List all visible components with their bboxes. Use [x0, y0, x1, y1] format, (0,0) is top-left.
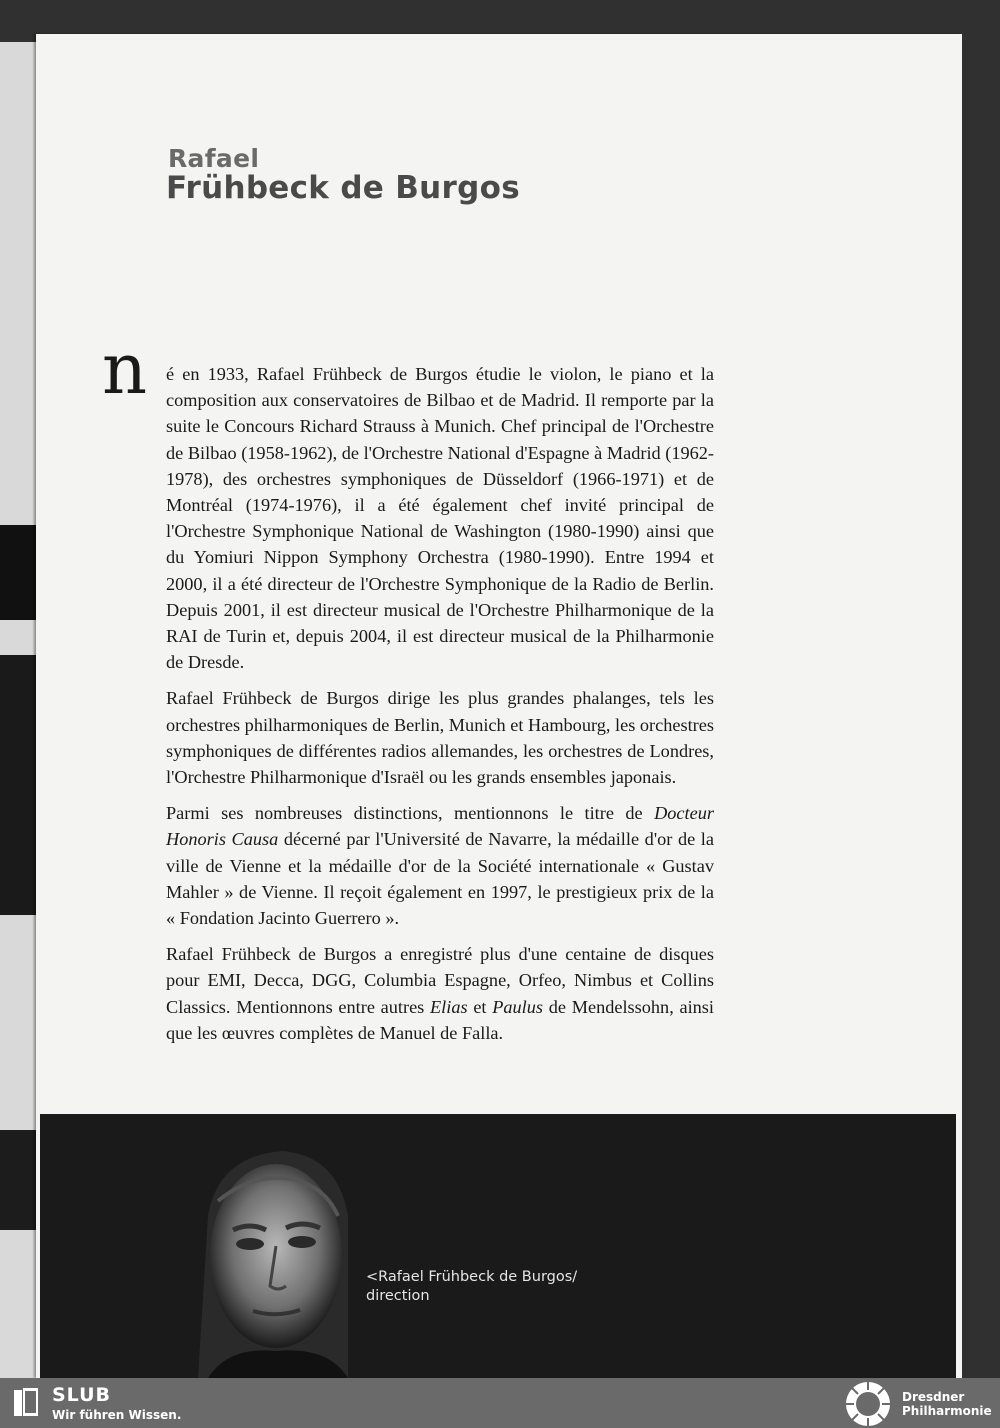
- conductor-portrait: [188, 1146, 358, 1378]
- dresdner-philharmonie-name: Dresdner: [902, 1390, 965, 1404]
- italic-text: Elias: [430, 996, 468, 1017]
- text-run: et: [467, 996, 493, 1017]
- left-page-image-fragment: [0, 1130, 36, 1230]
- text-run: décerné par l'Université de Navarre, la médaille d'or de la ville de Vienne et la médaille d'or de la Société internationale « Gustav Mahler » de Vienne. Il reçoit également en 1997, le prestigieux prix de la « Fondation Jacinto Guerrero ».: [166, 829, 715, 929]
- dresdner-philharmonie-logo-icon: [840, 1381, 896, 1427]
- dresdner-philharmonie-name: Philharmonie: [902, 1404, 992, 1418]
- italic-text: Docteur Honoris Causa: [166, 803, 714, 850]
- slub-logo-icon: [14, 1388, 38, 1416]
- photo-caption: [366, 1268, 577, 1306]
- document-page: [36, 34, 962, 1378]
- slub-logo-text: SLUB: [52, 1384, 112, 1406]
- biography-paragraph: [166, 800, 714, 931]
- text-run: Rafael Frühbeck de Burgos dirige les plus grandes phalanges, tels les orchestres philharmoniques de Berlin, Munich et Hambourg, les orchestres symphoniques de différentes radios allemandes, les orchestres de Londres, l'Orchestre Philharmonique d'Israël ou les grands ensembles japonais.: [166, 688, 714, 788]
- biography-text: [166, 361, 714, 1056]
- text-run: é en 1933, Rafael Frühbeck de Burgos étudie le violon, le piano et la composition aux conservatoires de Bilbao et de Madrid. Il remporte par la suite le Concours Richard Strauss à Munich. Chef principal de l'Orchestre de Bilbao (1958-1962), de l'Orchestre National d'Espagne à Madrid (1962-1978), des orchestres symphoniques de Düsseldorf (1966-1971) et de Montréal (1974-1976), il a été également chef invité principal de l'Orchestre Symphonique National de Washington (1980-1990) ainsi que du Yomiuri Nippon Symphony Orchestra (1980-1990). Entre 1994 et 2000, il a été directeur de l'Orchestre Symphonique de la Radio de Berlin. Depuis 2001, il est directeur musical de l'Orchestre Philharmonique de la RAI de Turin et, depuis 2004, il est directeur musical de la Philharmonie de Dresde.: [166, 364, 714, 673]
- left-page-image-fragment: [0, 525, 36, 620]
- caption-line: <Rafael Frühbeck de Burgos/: [366, 1269, 578, 1285]
- slub-tagline: Wir führen Wissen.: [52, 1408, 182, 1422]
- text-run: Rafael Frühbeck de Burgos a enregistré plus d'une centaine de disques pour EMI, Decca, DGG, Columbia Espagne, Orfeo, Nimbus et Collins Classics. Mentionnons entre autres: [166, 944, 714, 1017]
- left-page-image-fragment: [0, 655, 36, 915]
- title-first-name: Rafael: [168, 144, 260, 173]
- biography-paragraph: [166, 361, 714, 675]
- footer-bar: [0, 1378, 1000, 1428]
- photo-band: [40, 1114, 956, 1378]
- text-run: Parmi ses nombreuses distinctions, mentionnons le titre de: [166, 803, 655, 824]
- italic-text: Paulus: [492, 996, 544, 1017]
- caption-line: direction: [366, 1288, 430, 1304]
- biography-paragraph: [166, 685, 714, 790]
- drop-cap: n: [102, 328, 148, 410]
- biography-paragraph: [166, 941, 714, 1046]
- title-last-name: Frühbeck de Burgos: [166, 170, 520, 206]
- text-run: de Mendelssohn, ainsi que les œuvres complètes de Manuel de Falla.: [166, 996, 715, 1043]
